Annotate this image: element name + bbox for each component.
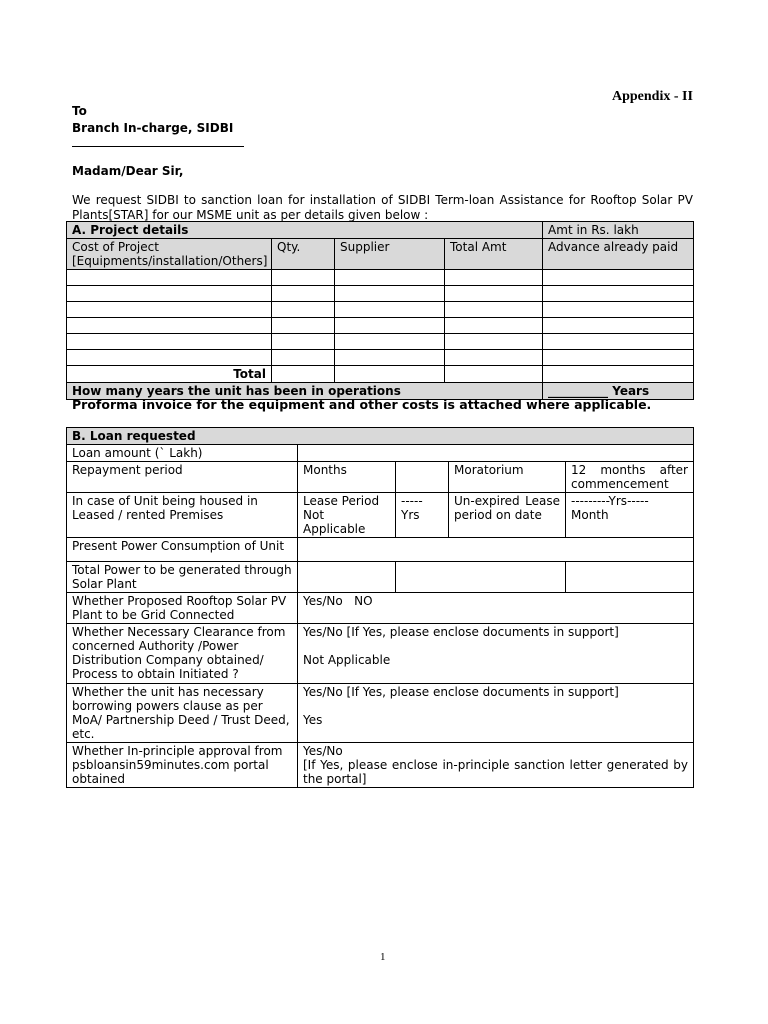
repayment-months-value[interactable] (396, 462, 449, 493)
total-label: Total (67, 366, 272, 383)
project-details-title: A. Project details (67, 222, 543, 239)
cell[interactable] (543, 302, 694, 318)
cell[interactable] (445, 270, 543, 286)
appendix-label: Appendix - II (612, 89, 693, 104)
col-qty: Qty. (272, 239, 335, 270)
total-amount[interactable] (445, 366, 543, 383)
to-label: To (72, 104, 87, 118)
moratorium-label: Moratorium (449, 462, 566, 493)
cell[interactable] (335, 270, 445, 286)
cell[interactable] (67, 302, 272, 318)
power-consumption-label: Present Power Consumption of Unit (67, 538, 298, 562)
col-advance: Advance already paid (543, 239, 694, 270)
loan-requested-title: B. Loan requested (67, 428, 694, 445)
proforma-note: Proforma invoice for the equipment and other costs is attached where applicable. (72, 397, 652, 412)
moratorium-value[interactable]: 12 months after commencement (566, 462, 694, 493)
power-consumption-value[interactable] (298, 538, 694, 562)
cell[interactable] (272, 350, 335, 366)
inprinciple-label: Whether In-principle approval from psbloansin59minutes.com portal obtained (67, 743, 298, 788)
col-total: Total Amt (445, 239, 543, 270)
clearance-answer-line1: Yes/No [If Yes, please enclose documents in support] (303, 625, 619, 639)
inprinciple-answer-line1: Yes/No (303, 744, 343, 758)
unexpired-lease-value[interactable]: ---------Yrs----- Month (566, 493, 694, 538)
cell[interactable] (543, 334, 694, 350)
table-row (67, 318, 694, 334)
unexpired-lease-label: Un-expired Lease period on date (449, 493, 566, 538)
total-power-label: Total Power to be generated through Solar Plant (67, 562, 298, 593)
table-row (67, 350, 694, 366)
intro-paragraph: We request SIDBI to sanction loan for installation of SIDBI Term-loan Assistance for Rooftop Solar PV Plants[STAR] for our MSME unit as per details given below : (72, 193, 693, 222)
lease-years[interactable]: ----- Yrs (396, 493, 449, 538)
col-supplier: Supplier (335, 239, 445, 270)
col-cost: Cost of Project [Equipments/installation/Others] (67, 239, 272, 270)
cell[interactable] (445, 318, 543, 334)
cell[interactable] (67, 350, 272, 366)
years-question: How many years the unit has been in operations (67, 383, 543, 400)
cell[interactable] (543, 350, 694, 366)
inprinciple-answer-line2: [If Yes, please enclose in-principle sanction letter generated by the portal] (303, 758, 688, 786)
total-supplier[interactable] (335, 366, 445, 383)
borrowing-label: Whether the unit has necessary borrowing powers clause as per MoA/ Partnership Deed / Trust Deed, etc. (67, 684, 298, 743)
clearance-answer-line2: Not Applicable (303, 653, 391, 667)
project-details-table (66, 221, 694, 400)
table-row (67, 286, 694, 302)
total-qty[interactable] (272, 366, 335, 383)
cell[interactable] (272, 302, 335, 318)
table-row (67, 270, 694, 286)
total-power-unit[interactable] (566, 562, 694, 593)
years-answer[interactable]: __________ Years (543, 383, 694, 400)
cell[interactable] (543, 270, 694, 286)
cell[interactable] (272, 270, 335, 286)
grid-connected-answer[interactable]: Yes/No NO (298, 593, 694, 624)
blank-line (72, 146, 244, 147)
total-power-value[interactable] (298, 562, 396, 593)
cell[interactable] (272, 318, 335, 334)
repayment-months[interactable]: Months (298, 462, 396, 493)
cell[interactable] (335, 318, 445, 334)
cell[interactable] (445, 334, 543, 350)
total-power-extra[interactable] (396, 562, 566, 593)
cell[interactable] (67, 318, 272, 334)
loan-requested-table (66, 427, 694, 788)
cell[interactable] (543, 286, 694, 302)
loan-amount-value[interactable] (298, 445, 694, 462)
cell[interactable] (445, 302, 543, 318)
clearance-label: Whether Necessary Clearance from concerned Authority /Power Distribution Company obtained/ Process to obtain Initiated ? (67, 624, 298, 684)
cell[interactable] (543, 318, 694, 334)
repayment-label: Repayment period (67, 462, 298, 493)
cell[interactable] (272, 334, 335, 350)
cell[interactable] (335, 302, 445, 318)
amount-note: Amt in Rs. lakh (543, 222, 694, 239)
table-row (67, 334, 694, 350)
cell[interactable] (445, 286, 543, 302)
cell[interactable] (335, 334, 445, 350)
branch-label: Branch In-charge, SIDBI (72, 121, 234, 135)
borrowing-answer-line2: Yes (303, 713, 323, 727)
lease-period[interactable]: Lease Period Not Applicable (298, 493, 396, 538)
salutation: Madam/Dear Sir, (72, 164, 184, 178)
table-row (67, 302, 694, 318)
borrowing-answer-line1: Yes/No [If Yes, please enclose documents in support] (303, 685, 619, 699)
housed-label: In case of Unit being housed in Leased / rented Premises (67, 493, 298, 538)
cell[interactable] (445, 350, 543, 366)
cell[interactable] (335, 286, 445, 302)
grid-connected-label: Whether Proposed Rooftop Solar PV Plant to be Grid Connected (67, 593, 298, 624)
cell[interactable] (67, 270, 272, 286)
loan-amount-label: Loan amount (` Lakh) (67, 445, 298, 462)
cell[interactable] (67, 334, 272, 350)
page-number: 1 (380, 951, 386, 963)
inprinciple-answer[interactable] (298, 743, 694, 788)
total-advance[interactable] (543, 366, 694, 383)
borrowing-answer[interactable] (298, 684, 694, 743)
clearance-answer[interactable] (298, 624, 694, 684)
cell[interactable] (335, 350, 445, 366)
cell[interactable] (67, 286, 272, 302)
cell[interactable] (272, 286, 335, 302)
